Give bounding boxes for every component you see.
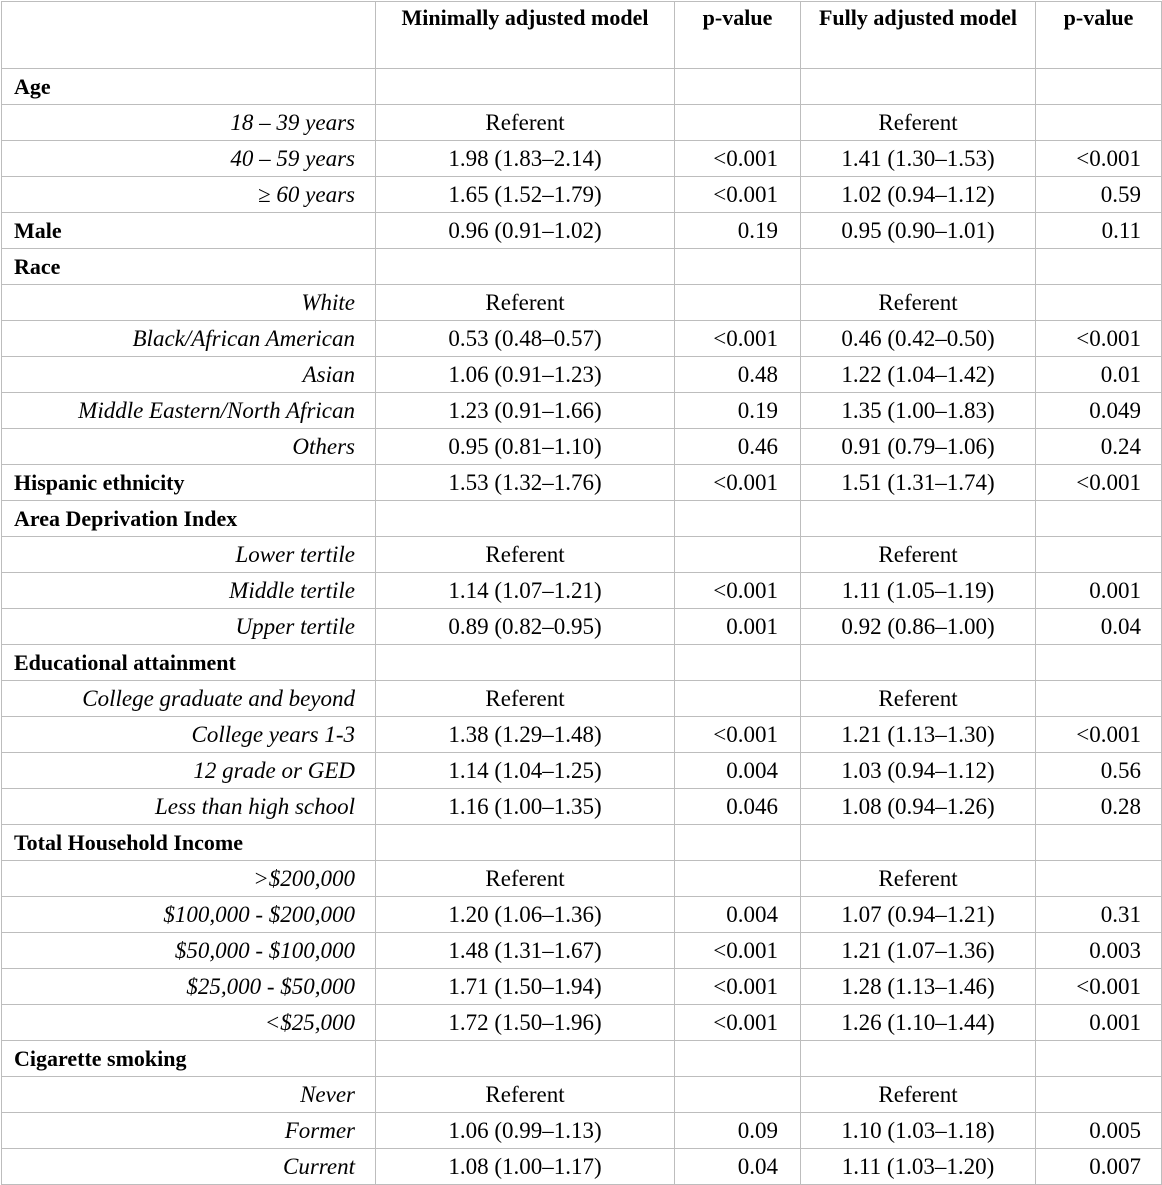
minimally-adjusted-p-value: <0.001 [675,321,801,357]
row-label: $25,000 - $50,000 [2,969,376,1005]
minimally-adjusted-estimate: 1.23 (0.91–1.66) [376,393,675,429]
fully-adjusted-p-value [1036,1041,1162,1077]
row-label: <$25,000 [2,1005,376,1041]
minimally-adjusted-p-value: 0.04 [675,1149,801,1185]
fully-adjusted-estimate: 1.08 (0.94–1.26) [801,789,1036,825]
header-minimally-adjusted-p-value: p-value [675,2,801,69]
table-row [2,717,1162,753]
minimally-adjusted-estimate: 0.89 (0.82–0.95) [376,609,675,645]
row-label: College graduate and beyond [2,681,376,717]
table-row [2,249,1162,285]
minimally-adjusted-p-value: <0.001 [675,573,801,609]
table-row [2,429,1162,465]
table-row [2,357,1162,393]
minimally-adjusted-estimate: 1.71 (1.50–1.94) [376,969,675,1005]
table-row [2,501,1162,537]
fully-adjusted-estimate: 1.07 (0.94–1.21) [801,897,1036,933]
row-label: 40 – 59 years [2,141,376,177]
row-label: Hispanic ethnicity [2,465,376,501]
minimally-adjusted-p-value [675,537,801,573]
minimally-adjusted-estimate [376,1041,675,1077]
fully-adjusted-p-value [1036,537,1162,573]
minimally-adjusted-p-value [675,681,801,717]
table-row [2,1149,1162,1185]
fully-adjusted-estimate: Referent [801,537,1036,573]
fully-adjusted-p-value: 0.001 [1036,573,1162,609]
table-row [2,681,1162,717]
fully-adjusted-estimate [801,645,1036,681]
row-label: >$200,000 [2,861,376,897]
fully-adjusted-p-value [1036,105,1162,141]
minimally-adjusted-p-value [675,105,801,141]
minimally-adjusted-p-value: <0.001 [675,465,801,501]
table-row [2,537,1162,573]
minimally-adjusted-estimate: 0.95 (0.81–1.10) [376,429,675,465]
table-row [2,969,1162,1005]
minimally-adjusted-estimate: 1.65 (1.52–1.79) [376,177,675,213]
table-row [2,753,1162,789]
table-row [2,573,1162,609]
minimally-adjusted-estimate: 1.06 (0.91–1.23) [376,357,675,393]
minimally-adjusted-estimate: 1.72 (1.50–1.96) [376,1005,675,1041]
row-label: Race [2,249,376,285]
minimally-adjusted-p-value: 0.19 [675,213,801,249]
fully-adjusted-estimate: Referent [801,105,1036,141]
row-label: $50,000 - $100,000 [2,933,376,969]
row-label: Total Household Income [2,825,376,861]
minimally-adjusted-estimate: 1.98 (1.83–2.14) [376,141,675,177]
fully-adjusted-p-value [1036,249,1162,285]
minimally-adjusted-estimate: 1.48 (1.31–1.67) [376,933,675,969]
row-label: Lower tertile [2,537,376,573]
table-row [2,897,1162,933]
row-label: 12 grade or GED [2,753,376,789]
row-label: College years 1-3 [2,717,376,753]
minimally-adjusted-estimate: 1.16 (1.00–1.35) [376,789,675,825]
fully-adjusted-estimate: Referent [801,285,1036,321]
row-label: Cigarette smoking [2,1041,376,1077]
minimally-adjusted-p-value [675,1077,801,1113]
row-label: Black/African American [2,321,376,357]
fully-adjusted-p-value: 0.01 [1036,357,1162,393]
table-row [2,1113,1162,1149]
fully-adjusted-p-value: 0.005 [1036,1113,1162,1149]
fully-adjusted-estimate: Referent [801,861,1036,897]
fully-adjusted-estimate: 1.11 (1.03–1.20) [801,1149,1036,1185]
table-row [2,213,1162,249]
table-row [2,789,1162,825]
minimally-adjusted-estimate [376,645,675,681]
fully-adjusted-p-value: 0.04 [1036,609,1162,645]
row-label: Middle tertile [2,573,376,609]
minimally-adjusted-p-value [675,861,801,897]
table-row [2,69,1162,105]
fully-adjusted-p-value [1036,1077,1162,1113]
minimally-adjusted-estimate: 1.20 (1.06–1.36) [376,897,675,933]
minimally-adjusted-p-value: <0.001 [675,177,801,213]
table-row [2,393,1162,429]
row-label: Current [2,1149,376,1185]
fully-adjusted-p-value: <0.001 [1036,321,1162,357]
table-row [2,1077,1162,1113]
table-row [2,105,1162,141]
minimally-adjusted-estimate: 1.14 (1.04–1.25) [376,753,675,789]
fully-adjusted-p-value: 0.11 [1036,213,1162,249]
fully-adjusted-p-value: 0.56 [1036,753,1162,789]
row-label: Age [2,69,376,105]
minimally-adjusted-estimate: 0.96 (0.91–1.02) [376,213,675,249]
fully-adjusted-estimate [801,1041,1036,1077]
minimally-adjusted-p-value [675,249,801,285]
fully-adjusted-p-value: 0.24 [1036,429,1162,465]
fully-adjusted-estimate: 1.22 (1.04–1.42) [801,357,1036,393]
table-row [2,645,1162,681]
header-label [2,2,376,69]
minimally-adjusted-estimate: Referent [376,1077,675,1113]
fully-adjusted-p-value: <0.001 [1036,141,1162,177]
fully-adjusted-estimate [801,825,1036,861]
fully-adjusted-p-value [1036,285,1162,321]
minimally-adjusted-p-value: 0.48 [675,357,801,393]
fully-adjusted-p-value: 0.28 [1036,789,1162,825]
minimally-adjusted-estimate [376,69,675,105]
minimally-adjusted-estimate: 1.08 (1.00–1.17) [376,1149,675,1185]
table-row [2,861,1162,897]
row-label: Male [2,213,376,249]
fully-adjusted-estimate: 0.46 (0.42–0.50) [801,321,1036,357]
table-row [2,285,1162,321]
row-label: 18 – 39 years [2,105,376,141]
minimally-adjusted-estimate: 1.53 (1.32–1.76) [376,465,675,501]
fully-adjusted-estimate: 1.10 (1.03–1.18) [801,1113,1036,1149]
row-label: Upper tertile [2,609,376,645]
minimally-adjusted-p-value: 0.001 [675,609,801,645]
row-label: Never [2,1077,376,1113]
fully-adjusted-estimate: 1.51 (1.31–1.74) [801,465,1036,501]
fully-adjusted-p-value: 0.049 [1036,393,1162,429]
fully-adjusted-p-value: 0.001 [1036,1005,1162,1041]
table-row [2,141,1162,177]
fully-adjusted-p-value [1036,501,1162,537]
fully-adjusted-estimate: 1.41 (1.30–1.53) [801,141,1036,177]
row-label: Former [2,1113,376,1149]
minimally-adjusted-p-value: <0.001 [675,1005,801,1041]
row-label: $100,000 - $200,000 [2,897,376,933]
minimally-adjusted-p-value: <0.001 [675,141,801,177]
fully-adjusted-estimate: 1.26 (1.10–1.44) [801,1005,1036,1041]
fully-adjusted-estimate [801,69,1036,105]
fully-adjusted-p-value: 0.003 [1036,933,1162,969]
fully-adjusted-p-value: <0.001 [1036,969,1162,1005]
fully-adjusted-p-value [1036,681,1162,717]
fully-adjusted-estimate: 1.11 (1.05–1.19) [801,573,1036,609]
row-label: Area Deprivation Index [2,501,376,537]
minimally-adjusted-estimate: Referent [376,861,675,897]
minimally-adjusted-estimate: Referent [376,285,675,321]
fully-adjusted-p-value: <0.001 [1036,717,1162,753]
minimally-adjusted-p-value [675,501,801,537]
row-label: Middle Eastern/North African [2,393,376,429]
minimally-adjusted-estimate: 1.06 (0.99–1.13) [376,1113,675,1149]
minimally-adjusted-p-value: 0.046 [675,789,801,825]
fully-adjusted-estimate: 1.28 (1.13–1.46) [801,969,1036,1005]
minimally-adjusted-estimate: 1.14 (1.07–1.21) [376,573,675,609]
header-fully-adjusted-model: Fully adjusted model [801,2,1036,69]
fully-adjusted-estimate: 0.95 (0.90–1.01) [801,213,1036,249]
table-row [2,1041,1162,1077]
table-row [2,321,1162,357]
minimally-adjusted-p-value: 0.19 [675,393,801,429]
minimally-adjusted-p-value: 0.09 [675,1113,801,1149]
fully-adjusted-estimate: 1.03 (0.94–1.12) [801,753,1036,789]
minimally-adjusted-estimate [376,825,675,861]
row-label: Educational attainment [2,645,376,681]
table-row [2,465,1162,501]
minimally-adjusted-estimate [376,501,675,537]
minimally-adjusted-p-value [675,69,801,105]
row-label: Others [2,429,376,465]
row-label: ≥ 60 years [2,177,376,213]
fully-adjusted-p-value: <0.001 [1036,465,1162,501]
fully-adjusted-estimate [801,501,1036,537]
table-row [2,933,1162,969]
row-label: Less than high school [2,789,376,825]
minimally-adjusted-p-value [675,825,801,861]
row-label: White [2,285,376,321]
fully-adjusted-p-value: 0.59 [1036,177,1162,213]
minimally-adjusted-p-value: <0.001 [675,717,801,753]
minimally-adjusted-estimate: 0.53 (0.48–0.57) [376,321,675,357]
fully-adjusted-p-value: 0.31 [1036,897,1162,933]
table-row [2,609,1162,645]
fully-adjusted-estimate: 0.91 (0.79–1.06) [801,429,1036,465]
minimally-adjusted-p-value: 0.004 [675,753,801,789]
minimally-adjusted-p-value [675,645,801,681]
table-row [2,825,1162,861]
fully-adjusted-p-value [1036,861,1162,897]
minimally-adjusted-p-value [675,1041,801,1077]
fully-adjusted-estimate: 1.21 (1.13–1.30) [801,717,1036,753]
fully-adjusted-estimate: 1.35 (1.00–1.83) [801,393,1036,429]
header-minimally-adjusted-model: Minimally adjusted model [376,2,675,69]
minimally-adjusted-estimate [376,249,675,285]
table-row [2,1005,1162,1041]
minimally-adjusted-estimate: 1.38 (1.29–1.48) [376,717,675,753]
table-row [2,177,1162,213]
fully-adjusted-p-value [1036,69,1162,105]
table-body [2,69,1162,1185]
header-fully-adjusted-p-value: p-value [1036,2,1162,69]
minimally-adjusted-estimate: Referent [376,105,675,141]
fully-adjusted-estimate: Referent [801,681,1036,717]
minimally-adjusted-p-value [675,285,801,321]
row-label: Asian [2,357,376,393]
fully-adjusted-estimate: Referent [801,1077,1036,1113]
minimally-adjusted-estimate: Referent [376,537,675,573]
fully-adjusted-p-value [1036,645,1162,681]
minimally-adjusted-p-value: 0.004 [675,897,801,933]
fully-adjusted-estimate [801,249,1036,285]
results-table [1,1,1162,1185]
fully-adjusted-estimate: 0.92 (0.86–1.00) [801,609,1036,645]
fully-adjusted-p-value: 0.007 [1036,1149,1162,1185]
fully-adjusted-p-value [1036,825,1162,861]
fully-adjusted-estimate: 1.21 (1.07–1.36) [801,933,1036,969]
minimally-adjusted-estimate: Referent [376,681,675,717]
minimally-adjusted-p-value: <0.001 [675,933,801,969]
header-row [2,2,1162,69]
minimally-adjusted-p-value: 0.46 [675,429,801,465]
minimally-adjusted-p-value: <0.001 [675,969,801,1005]
fully-adjusted-estimate: 1.02 (0.94–1.12) [801,177,1036,213]
